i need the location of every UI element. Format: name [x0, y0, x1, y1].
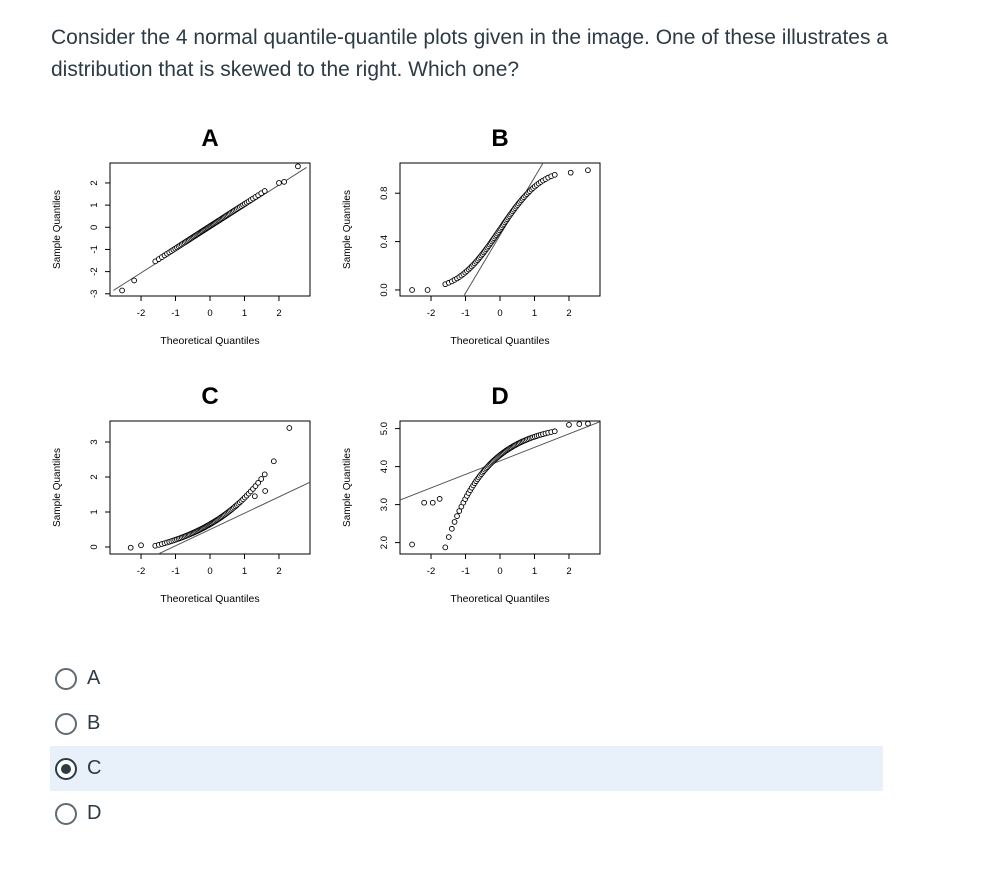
qq-point	[449, 526, 454, 531]
qq-point	[252, 494, 257, 499]
plot-frame	[110, 421, 310, 554]
option-label-d: D	[87, 802, 102, 824]
qq-point	[271, 459, 276, 464]
x-tick-label: 0	[207, 308, 213, 319]
y-tick-label: 2	[89, 180, 100, 186]
y-tick-label: 0.8	[379, 186, 390, 200]
plot-title: D	[491, 383, 509, 410]
y-tick-label: 3.0	[379, 497, 390, 512]
x-tick-label: -2	[136, 308, 146, 319]
qq-reference-line	[158, 482, 310, 554]
x-tick-label: 0	[497, 566, 503, 577]
y-tick-label: 0.0	[379, 283, 390, 297]
x-tick-label: 1	[531, 308, 538, 319]
qq-point	[287, 426, 292, 431]
x-tick-label: 0	[207, 566, 213, 577]
qq-point	[277, 181, 282, 186]
radio-button-b[interactable]	[55, 713, 77, 735]
qq-point	[577, 422, 582, 427]
option-label-a: A	[87, 667, 101, 689]
y-tick-label: 2.0	[379, 535, 390, 550]
radio-dot-icon	[61, 764, 71, 774]
qq-point	[120, 288, 125, 293]
qq-point	[263, 489, 268, 494]
x-tick-label: -1	[171, 308, 180, 319]
option-c[interactable]	[50, 746, 883, 791]
x-tick-label: -1	[461, 308, 470, 319]
x-tick-label: -2	[426, 308, 436, 319]
x-tick-label: 2	[276, 566, 282, 577]
x-tick-label: -1	[171, 566, 180, 577]
x-axis-label: Theoretical Quantiles	[160, 335, 260, 347]
x-tick-label: 1	[241, 566, 248, 577]
x-tick-label: -1	[461, 566, 470, 577]
x-tick-label: 2	[566, 308, 572, 319]
y-tick-label: 2	[89, 474, 100, 480]
y-axis-label: Sample Quantiles	[342, 448, 353, 527]
y-tick-label: 0.4	[379, 234, 390, 249]
x-tick-label: 1	[241, 308, 248, 319]
qq-point	[430, 500, 435, 505]
plot-frame	[400, 421, 600, 554]
qq-point	[425, 288, 430, 293]
radio-button-a[interactable]	[55, 668, 77, 690]
x-tick-label: 1	[531, 566, 538, 577]
option-b[interactable]	[50, 701, 883, 746]
qq-point	[568, 170, 573, 175]
qq-plots-figure	[40, 118, 620, 618]
y-tick-label: 0	[89, 224, 100, 230]
y-axis-label: Sample Quantiles	[52, 448, 63, 527]
qq-point	[552, 429, 557, 434]
qq-point	[128, 545, 133, 550]
option-d[interactable]	[50, 791, 883, 836]
qq-point	[259, 477, 264, 482]
qq-point	[262, 189, 267, 194]
x-tick-label: 2	[276, 308, 282, 319]
qq-point	[452, 520, 457, 525]
qq-plot-a	[52, 125, 310, 347]
qq-plot-b	[342, 125, 600, 347]
x-tick-label: 0	[497, 308, 503, 319]
y-tick-label: 0	[89, 544, 100, 550]
qq-reference-line	[400, 422, 600, 500]
x-tick-label: 2	[566, 566, 572, 577]
qq-point	[282, 179, 287, 184]
qq-point	[410, 288, 415, 293]
qq-point	[586, 168, 591, 173]
qq-point	[586, 421, 591, 426]
x-tick-label: -2	[426, 566, 436, 577]
option-a[interactable]	[50, 656, 883, 701]
qq-point	[132, 278, 137, 283]
x-tick-label: -2	[136, 566, 146, 577]
plot-title: A	[201, 125, 219, 152]
radio-button-d[interactable]	[55, 803, 77, 825]
qq-point	[552, 172, 557, 177]
y-tick-label: 1	[89, 202, 100, 208]
qq-plot-c	[52, 383, 310, 605]
radio-button-c[interactable]	[55, 758, 77, 780]
qq-point	[139, 543, 144, 548]
qq-point	[446, 535, 451, 540]
qq-reference-line	[464, 163, 543, 296]
x-axis-label: Theoretical Quantiles	[450, 335, 550, 347]
y-tick-label: -3	[89, 289, 100, 299]
y-tick-label: -2	[89, 267, 100, 276]
plot-title: B	[491, 125, 509, 152]
qq-plot-d	[342, 383, 600, 605]
question-text: Consider the 4 normal quantile-quantile plots given in the image. One of these illustrates a distribution that is skewed to the right. Which one?	[51, 26, 888, 81]
qq-point	[422, 500, 427, 505]
y-tick-label: 4.0	[379, 459, 390, 474]
y-tick-label: 5.0	[379, 421, 390, 436]
y-axis-label: Sample Quantiles	[342, 190, 353, 269]
y-axis-label: Sample Quantiles	[52, 190, 63, 269]
option-label-b: B	[87, 712, 101, 734]
y-tick-label: -1	[89, 245, 100, 254]
qq-point	[443, 545, 448, 550]
plot-title: C	[201, 383, 219, 410]
y-tick-label: 3	[89, 439, 100, 445]
qq-point	[567, 422, 572, 427]
x-axis-label: Theoretical Quantiles	[450, 593, 550, 605]
answer-options	[50, 656, 883, 836]
qq-point	[455, 514, 460, 519]
option-label-c: C	[87, 757, 102, 779]
qq-point	[437, 497, 442, 502]
qq-point	[296, 164, 301, 169]
qq-point	[262, 472, 267, 477]
qq-point	[410, 542, 415, 547]
x-axis-label: Theoretical Quantiles	[160, 593, 260, 605]
y-tick-label: 1	[89, 509, 100, 515]
